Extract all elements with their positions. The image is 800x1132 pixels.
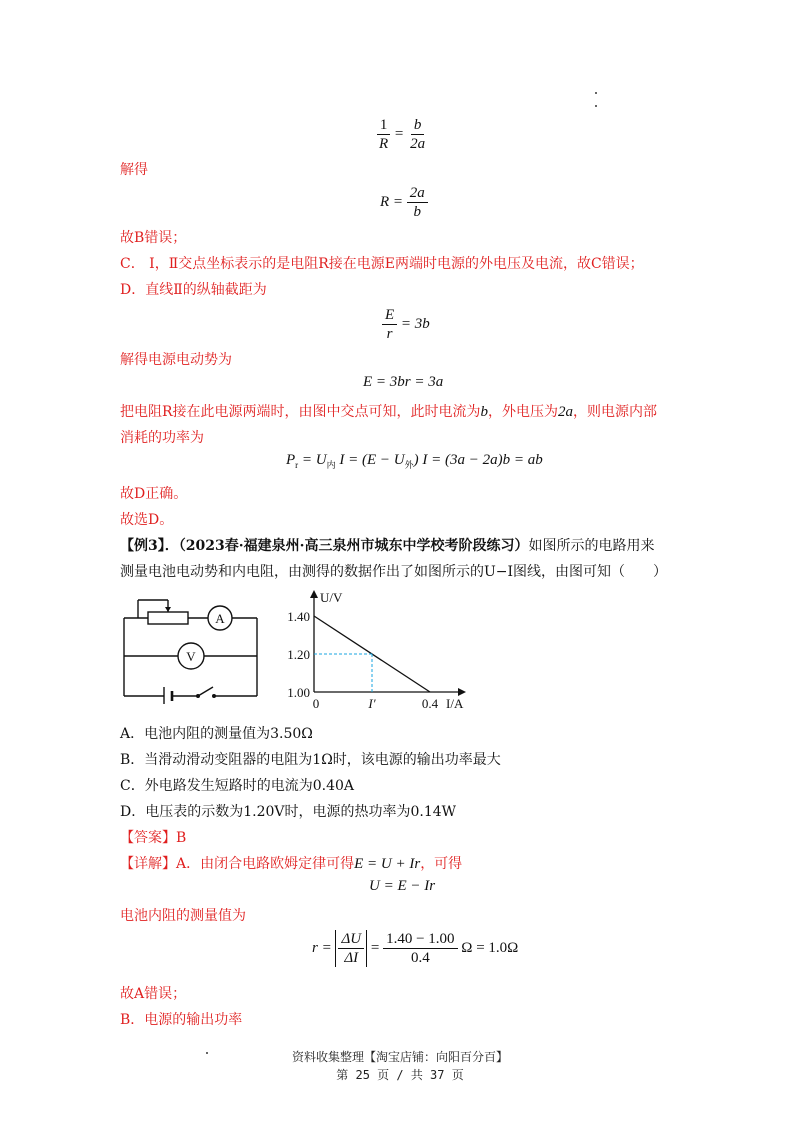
eq8-rhs: Ω = 1.0Ω [461,939,519,956]
eq2-lhs: R = [380,193,404,210]
text-part-c: ，则电源内部 [573,404,658,420]
ammeter-label: A [215,611,225,626]
eq1-den-right: 2a [410,136,426,152]
example-heading [120,536,654,556]
corner-dot [595,92,597,94]
y-axis-arrow-icon [310,590,318,598]
equation-2 [380,184,428,221]
eq3-den: r [386,326,393,342]
equation-7: U = E − Ir [369,878,436,894]
y-tick-label: 1.20 [287,647,310,662]
eq1-den-left: R [379,136,389,152]
eq3-num: E [382,306,397,325]
text-part-b: ，外电压为 [488,404,559,420]
x-tick-label: 0.4 [421,696,439,711]
equation-4: E = 3br = 3a [363,374,444,390]
text-option-c-explain: C． Ⅰ，Ⅱ交点坐标表示的是电阻R接在电源E两端时电源的外电压及电流，故C错误； [120,256,644,272]
x-axis-label: I/A [446,696,464,711]
eq8-abs-num: ΔU [338,930,364,949]
example-line2: 测量电池电动势和内电阻，由测得的数据作出了如图所示的U−I图线，由图可知（ ） [120,564,668,580]
text-guxuan: 故选D。 [120,512,174,528]
answer-label: 【答案】B [120,830,187,846]
text-jiede: 解得 [120,162,148,178]
text-part-a: 把电阻R接在此电源两端时，由图中交点可知，此时电流为 [120,404,481,420]
eq1-num-left: 1 [377,116,391,135]
eq8-abs-den: ΔI [344,950,359,966]
inline-2a: 2a [558,404,574,420]
text-gu-a: 故A错误； [120,986,187,1002]
eq2-den: b [413,204,422,220]
equation-5: $P_r = U_内$ $I = (E - U_外)$ I = (3a − 2a)b = ab [286,452,543,470]
inline-b: b [480,404,489,420]
equation-3 [382,306,430,343]
option-c: C．外电路发生短路时的电流为0.40A [120,778,354,794]
detail-a [120,854,462,874]
x-tick-label: I′ [368,696,376,711]
eq8-lhs: r = [312,939,332,956]
x-tick-label: 0 [312,696,320,711]
text-gu-d: 故D正确。 [120,486,188,502]
corner-dot [595,105,597,107]
text-gu-b: 故B错误； [120,230,187,246]
text-resistor-connect [120,402,657,422]
rheostat-arrow-icon [165,607,171,612]
text-internal-r: 电池内阻的测量值为 [120,908,246,924]
equation-1: $\frac{1}{R}$ = $\frac{b}{2a}$ [376,116,428,153]
inline-eq6: E = U + Ir [354,856,421,872]
eq3-rhs: = 3b [400,315,430,332]
y-tick-label: 1.00 [287,685,310,700]
y-axis-label: U/V [320,590,343,605]
detail-a-text: 【详解】A．由闭合电路欧姆定律可得 [120,856,355,872]
eq2-num: 2a [407,184,428,203]
footer-page-number: 第 25 页 / 共 37 页 [336,1068,464,1082]
option-a: A．电池内阻的测量值为3.50Ω [120,726,313,742]
circuit-diagram [118,592,263,704]
option-b: B．当滑动滑动变阻器的电阻为1Ω时，该电源的输出功率最大 [120,752,501,768]
example-title: 【例3】．（2023春·福建泉州·高三泉州市城东中学校考阶段练习） [120,538,529,554]
y-tick-label: 1.40 [287,609,310,624]
text-option-d-explain: D．直线Ⅱ的纵轴截距为 [120,282,267,298]
option-d: D．电压表的示数为1.20V时，电源的热功率为0.14W [120,804,457,820]
eq8-num: 1.40 − 1.00 [383,930,457,949]
example-intro: 如图所示的电路用来 [528,538,655,554]
text-power-consumed: 消耗的功率为 [120,430,204,446]
voltmeter-label: V [186,649,196,664]
eq8-den: 0.4 [410,950,430,966]
x-axis-arrow-icon [458,688,466,696]
eq1-num-right: b [411,116,425,135]
text-jiede-emf: 解得电源电动势为 [120,352,232,368]
text-output-power: B．电源的输出功率 [120,1012,243,1028]
equation-8: r = $\frac{\Delta U}{\Delta I}$ = $\frac{1.40 - 1.00}{0.4}$ Ω = 1.0Ω [312,931,519,966]
u-i-chart [276,584,476,714]
footer-source: 资料收集整理【淘宝店铺：向阳百分百】 [291,1050,508,1064]
detail-a-text2: ，可得 [420,856,463,872]
